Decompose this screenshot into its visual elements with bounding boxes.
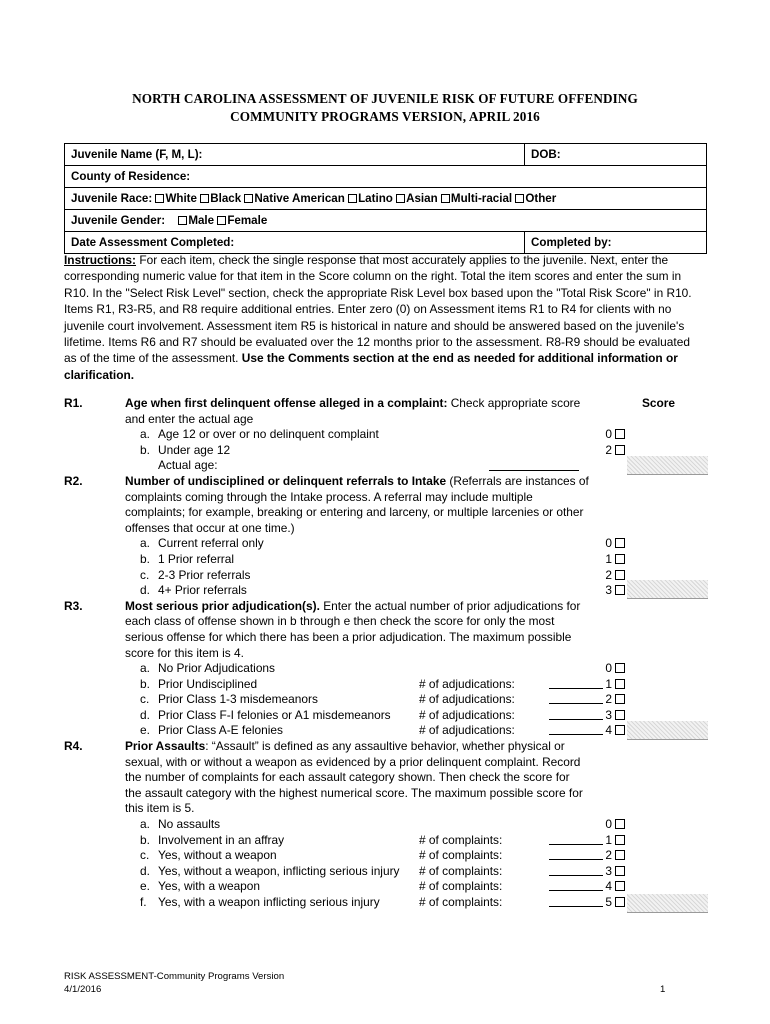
gender-option-label: Female xyxy=(227,214,268,227)
checkbox-icon[interactable] xyxy=(396,194,405,203)
checkbox-icon[interactable] xyxy=(217,216,226,225)
table-row-name-dob xyxy=(65,144,707,166)
race-option-label: White xyxy=(165,192,197,205)
item-r4-option-e xyxy=(64,879,709,895)
item-r2-code: R2. xyxy=(64,473,83,488)
dob-cell[interactable] xyxy=(525,144,707,166)
checkbox-icon[interactable] xyxy=(515,194,524,203)
footer-line-2: 4/1/2016 xyxy=(64,983,102,995)
option-score-value: 1 xyxy=(605,832,612,847)
option-score-value: 2 xyxy=(605,848,612,863)
checkbox-icon[interactable] xyxy=(615,819,625,829)
checkbox-icon[interactable] xyxy=(615,663,625,673)
option-letter: b. xyxy=(140,551,150,566)
item-r3-heading xyxy=(64,599,709,661)
option-letter: c. xyxy=(140,848,150,863)
item-r4-option-d xyxy=(64,864,709,880)
option-text: Prior Undisciplined xyxy=(158,676,258,691)
item-r3-option-b xyxy=(64,677,709,693)
item-r1-option-b xyxy=(64,443,709,459)
instructions-body-bold: Use the Comments section at the end as needed for additional information or clarification. xyxy=(64,351,678,382)
race-option-latino[interactable] xyxy=(348,192,393,205)
race-option-white[interactable] xyxy=(155,192,197,205)
option-note: # of adjudications: xyxy=(419,692,515,707)
instructions-body: For each item, check the single response that most accurately applies to the juvenile. Next, enter the corresponding numeric value for that item in the Score column on the right. Total the item scores and enter the sum in R10. In the "Select Risk Level" section, check the appropriate Risk Level box based upon the "Total Risk Score" in R10. Items R1, R3-R5, and R8 require additional entries. Enter zero (0) on Assessment items R1 to R4 for clients with no juvenile court involvement. Assessment item R5 is historical in nature and should be answered based on the juvenile's lifetime. Items R6 and R7 should be evaluated over the 12 months prior to the assessment. R8-R9 should be evaluated as of the time of the assessment. xyxy=(64,253,692,366)
title-line-2: COMMUNITY PROGRAMS VERSION, APRIL 2016 xyxy=(230,109,540,124)
item-r3-option-c xyxy=(64,692,709,708)
item-r4-option-a xyxy=(64,817,709,833)
item-r4-option-b xyxy=(64,833,709,849)
option-note: # of complaints: xyxy=(419,863,503,878)
item-r4-title-rest: : “Assault” is defined as any assaultive behavior, whether physical or sexual, with or without a weapon as evidenced by a prior delinquent complaint. Record the number of complaints for each assault category shown. Then check the score for the assault category with the highest numerical score. The maximum possible score for this item is 5. xyxy=(125,739,583,816)
checkbox-icon[interactable] xyxy=(615,554,625,564)
option-score-value: 2 xyxy=(605,442,612,457)
option-note: # of adjudications: xyxy=(419,723,515,738)
footer-text xyxy=(64,971,284,996)
option-score-value: 0 xyxy=(605,817,612,832)
race-option-label: Other xyxy=(525,192,557,205)
option-text: Involvement in an affray xyxy=(158,832,285,847)
option-note: # of adjudications: xyxy=(419,676,515,691)
checkbox-icon[interactable] xyxy=(615,585,625,595)
item-r4-option-f xyxy=(64,895,709,911)
dob-label: DOB: xyxy=(531,148,561,161)
gender-option-male[interactable] xyxy=(178,214,214,227)
item-r1-title: Age when first delinquent offense alleged in a complaint: xyxy=(125,396,448,410)
checkbox-icon[interactable] xyxy=(155,194,164,203)
item-r1-title-rest: Check appropriate score and enter the actual age xyxy=(125,396,581,426)
race-option-label: Latino xyxy=(358,192,393,205)
assessment-item-r3 xyxy=(64,599,709,739)
checkbox-icon[interactable] xyxy=(615,429,625,439)
option-letter: a. xyxy=(140,817,150,832)
race-option-native-american[interactable] xyxy=(244,192,344,205)
item-r2-option-c xyxy=(64,568,709,584)
checkbox-icon[interactable] xyxy=(200,194,209,203)
race-option-multi-racial[interactable] xyxy=(441,192,512,205)
checkbox-icon[interactable] xyxy=(615,694,625,704)
option-text: Prior Class 1-3 misdemeanors xyxy=(158,692,318,707)
option-note: # of adjudications: xyxy=(419,707,515,722)
race-option-label: Native American xyxy=(254,192,345,205)
option-letter: a. xyxy=(140,536,150,551)
item-r1-heading xyxy=(64,396,709,427)
option-letter: a. xyxy=(140,661,150,676)
table-row-date-completed xyxy=(65,232,707,254)
race-option-label: Asian xyxy=(406,192,438,205)
checkbox-icon[interactable] xyxy=(615,570,625,580)
table-row-gender xyxy=(65,210,707,232)
score-column-header: Score xyxy=(642,396,676,410)
item-r3-option-a xyxy=(64,661,709,677)
option-score-value: 1 xyxy=(605,676,612,691)
option-letter: f. xyxy=(140,895,147,909)
juvenile-name-cell[interactable] xyxy=(65,144,525,166)
option-text: Current referral only xyxy=(158,536,264,551)
item-r4-score-field[interactable] xyxy=(627,894,708,913)
item-r4-title: Prior Assaults xyxy=(125,739,206,754)
checkbox-icon[interactable] xyxy=(615,850,625,860)
date-completed-cell[interactable] xyxy=(65,232,525,254)
page-title xyxy=(0,90,770,126)
item-r4-code: R4. xyxy=(64,739,83,754)
option-letter: c. xyxy=(140,692,150,707)
item-r1-score-field[interactable] xyxy=(627,456,708,475)
checkbox-icon[interactable] xyxy=(178,216,187,225)
item-r2-title: Number of undisciplined or delinquent referrals to Intake xyxy=(125,473,447,488)
option-letter: e. xyxy=(140,723,150,738)
item-r1-option-a xyxy=(64,427,709,443)
option-score-value: 1 xyxy=(605,551,612,566)
item-r3-option-d xyxy=(64,708,709,724)
option-score-value: 2 xyxy=(605,567,612,582)
race-option-asian[interactable] xyxy=(396,192,438,205)
option-text: Under age 12 xyxy=(158,442,231,457)
item-r2-heading xyxy=(64,474,709,536)
instructions-paragraph xyxy=(64,252,704,383)
checkbox-icon[interactable] xyxy=(348,194,357,203)
completed-by-cell[interactable] xyxy=(525,232,707,254)
option-text: Yes, without a weapon, inflicting serious injury xyxy=(158,863,400,878)
item-r2-option-d xyxy=(64,583,709,599)
checkbox-icon[interactable] xyxy=(615,679,625,689)
item-r2-title-rest: (Referrals are instances of complaints coming through the Intake process. A referral may include multiple complaints; for example, breaking or entering and larceny, or multiple larcenies or other offenses that occur at one time.) xyxy=(125,473,589,535)
checkbox-icon[interactable] xyxy=(615,445,625,455)
table-row-race xyxy=(65,188,707,210)
date-completed-label: Date Assessment Completed: xyxy=(71,236,235,249)
race-option-other[interactable] xyxy=(515,192,556,205)
option-score-value: 0 xyxy=(605,536,612,551)
completed-by-label: Completed by: xyxy=(531,236,612,249)
item-r4-option-c xyxy=(64,848,709,864)
page-number: 1 xyxy=(660,983,666,995)
option-score-value: 0 xyxy=(605,661,612,676)
assessment-item-r4 xyxy=(64,739,709,911)
footer-line-1: RISK ASSESSMENT-Community Programs Version xyxy=(64,971,285,982)
item-r2-score-field[interactable] xyxy=(627,580,708,599)
race-option-label: Black xyxy=(210,192,242,205)
option-text: Yes, with a weapon inflicting serious injury xyxy=(158,895,380,909)
option-score-value: 3 xyxy=(605,707,612,722)
item-r3-code: R3. xyxy=(64,598,83,613)
race-label: Juvenile Race: xyxy=(71,192,153,205)
gender-cell xyxy=(65,210,707,232)
item-r1-code: R1. xyxy=(64,396,83,410)
gender-option-female[interactable] xyxy=(217,214,267,227)
option-score-value: 3 xyxy=(605,863,612,878)
actual-age-label: Actual age: xyxy=(158,458,218,473)
title-line-1: NORTH CAROLINA ASSESSMENT OF JUVENILE RISK OF FUTURE OFFENDING xyxy=(132,91,638,106)
option-text: Prior Class A-E felonies xyxy=(158,723,283,738)
checkbox-icon[interactable] xyxy=(615,881,625,891)
checkbox-icon[interactable] xyxy=(441,194,450,203)
table-row-county xyxy=(65,166,707,188)
option-text: 4+ Prior referrals xyxy=(158,583,247,598)
option-text: Prior Class F-I felonies or A1 misdemeanors xyxy=(158,707,391,722)
option-letter: b. xyxy=(140,832,150,847)
assessment-items xyxy=(64,396,709,911)
item-r3-title-rest: Enter the actual number of prior adjudications for each class of offense shown in b through e then check the score for only the most serious offense for which there has been a prior adjudication. The maximum possible score for this item is 4. xyxy=(125,598,581,660)
option-note: # of complaints: xyxy=(419,848,503,863)
checkbox-icon[interactable] xyxy=(615,866,625,876)
item-r3-title: Most serious prior adjudication(s). xyxy=(125,598,320,613)
checkbox-icon[interactable] xyxy=(615,897,625,907)
item-r4-heading xyxy=(64,739,709,817)
option-letter: d. xyxy=(140,863,150,878)
option-letter: e. xyxy=(140,879,150,894)
option-text: 1 Prior referral xyxy=(158,551,234,566)
checkbox-icon[interactable] xyxy=(244,194,253,203)
option-note: # of complaints: xyxy=(419,895,503,909)
item-r2-option-b xyxy=(64,552,709,568)
item-r3-option-e xyxy=(64,723,709,739)
race-cell xyxy=(65,188,707,210)
option-letter: a. xyxy=(140,427,150,442)
option-letter: d. xyxy=(140,707,150,722)
juvenile-name-label: Juvenile Name (F, M, L): xyxy=(71,148,203,161)
actual-age-input-line[interactable] xyxy=(489,470,579,471)
option-text: 2-3 Prior referrals xyxy=(158,567,251,582)
option-text: No Prior Adjudications xyxy=(158,661,275,676)
assessment-item-r2 xyxy=(64,474,709,599)
checkbox-icon[interactable] xyxy=(615,725,625,735)
checkbox-icon[interactable] xyxy=(615,710,625,720)
checkbox-icon[interactable] xyxy=(615,538,625,548)
race-option-black[interactable] xyxy=(200,192,241,205)
option-letter: d. xyxy=(140,583,150,598)
option-score-value: 4 xyxy=(605,879,612,894)
option-score-value: 2 xyxy=(605,692,612,707)
option-letter: b. xyxy=(140,676,150,691)
assessment-item-r1 xyxy=(64,396,709,474)
option-text: Yes, with a weapon xyxy=(158,879,261,894)
option-text: Age 12 or over or no delinquent complaint xyxy=(158,427,379,442)
item-r3-score-field[interactable] xyxy=(627,721,708,740)
county-cell[interactable] xyxy=(65,166,707,188)
option-letter: b. xyxy=(140,442,150,457)
option-score-value: 0 xyxy=(605,427,612,442)
item-r1-actual-age xyxy=(64,458,709,474)
option-letter: c. xyxy=(140,567,150,582)
item-r2-option-a xyxy=(64,536,709,552)
checkbox-icon[interactable] xyxy=(615,835,625,845)
option-score-value: 5 xyxy=(605,895,612,909)
county-label: County of Residence: xyxy=(71,170,191,183)
option-text: Yes, without a weapon xyxy=(158,848,277,863)
option-text: No assaults xyxy=(158,817,221,832)
gender-option-label: Male xyxy=(188,214,215,227)
race-option-label: Multi-racial xyxy=(450,192,513,205)
option-score-value: 3 xyxy=(605,583,612,598)
instructions-lead: Instructions: xyxy=(64,253,137,267)
option-note: # of complaints: xyxy=(419,879,503,894)
juvenile-info-table xyxy=(64,143,707,254)
option-note: # of complaints: xyxy=(419,832,503,847)
option-score-value: 4 xyxy=(605,723,612,738)
gender-label: Juvenile Gender: xyxy=(71,214,166,227)
